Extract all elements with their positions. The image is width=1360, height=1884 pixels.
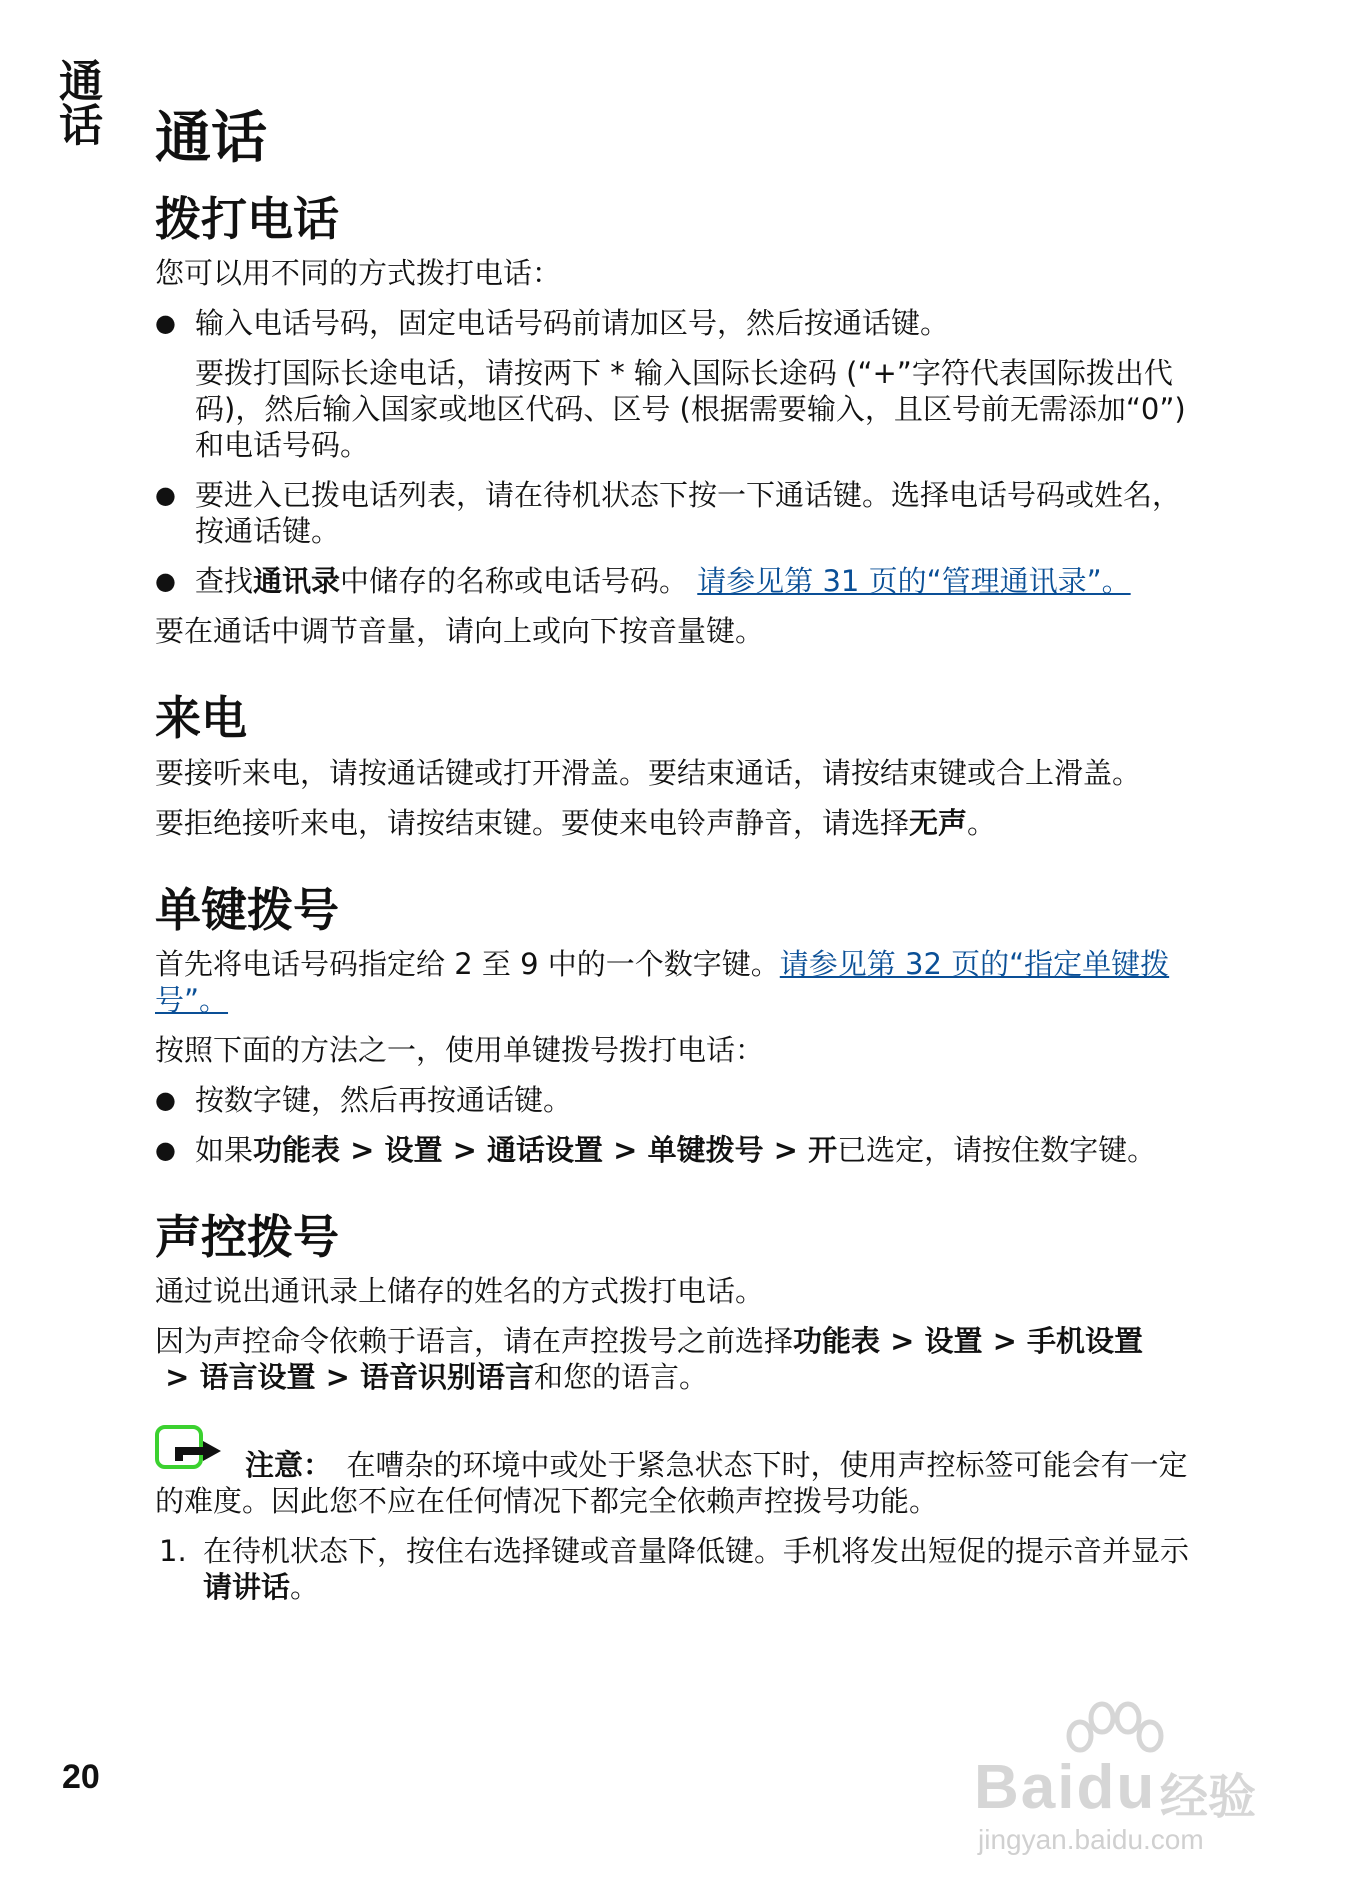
watermark-url: jingyan.baidu.com: [978, 1824, 1204, 1855]
dial-international-note: 要拨打国际长途电话，请按两下 * 输入国际长途码 (“+”字符代表国际拨出代码)，然后输入国家或地区代码、区号 (根据需要输入，且区号前无需添加“0”) 和电话号码。: [195, 356, 1186, 463]
speed-p2: 按照下面的方法之一，使用单键拨号拨打电话：: [155, 1032, 765, 1067]
section-title-dial: 拨打电话: [155, 192, 339, 247]
voice-p2: 因为声控命令依赖于语言，请在声控拨号之前选择功能表 > 设置 > 手机设置 > 语言设置 > 语音识别语言和您的语言。: [155, 1323, 1144, 1394]
note-box: [155, 1423, 1195, 1519]
baidu-watermark: [960, 1700, 1290, 1860]
section-voice-dial: [155, 1210, 1195, 1605]
speed-list: [155, 1082, 1195, 1168]
section-speed-dial: [155, 883, 1195, 1168]
voice-p1: 通过说出通讯录上储存的姓名的方式拨打电话。: [155, 1273, 765, 1308]
page-number: 20: [62, 1758, 100, 1796]
section-incoming: [155, 691, 1195, 840]
note-label: 注意：: [245, 1447, 318, 1482]
list-item: ● 如果功能表 > 设置 > 通话设置 > 单键拨号 > 开已选定，请按住数字键。: [155, 1132, 1195, 1168]
watermark-cn: 经验: [1160, 1769, 1257, 1825]
page-content: [155, 105, 1195, 1647]
incoming-p2: 要拒绝接听来电，请按结束键。要使来电铃声静音，请选择无声。: [155, 805, 997, 840]
section-title-voice-dial: 声控拨号: [155, 1209, 339, 1264]
list-item: ● 按数字键，然后再按通话键。: [155, 1082, 1195, 1118]
watermark-brand: Baidu: [974, 1753, 1157, 1822]
side-tab-label: 通话: [51, 58, 102, 146]
list-item: ● 查找通讯录中储存的名称或电话号码。 请参见第 31 页的“管理通讯录”。: [155, 563, 1195, 599]
link-manage-contacts[interactable]: 请参见第 31 页的“管理通讯录”。: [697, 564, 1131, 599]
speed-p1: 首先将电话号码指定给 2 至 9 中的一个数字键。请参见第 32 页的“指定单键拨号”。: [155, 946, 1170, 1017]
menu-term: 通讯录: [253, 564, 341, 599]
list-item: ● 要进入已拨电话列表，请在待机状态下按一下通话键。选择电话号码或姓名，按通话键。: [155, 477, 1195, 549]
step-number: 1.: [159, 1533, 187, 1568]
section-title-speed-dial: 单键拨号: [155, 882, 339, 937]
dial-list-2: [155, 477, 1195, 599]
voice-steps: [155, 1533, 1195, 1605]
section-title-incoming: 来电: [155, 691, 247, 746]
list-item: ● 输入电话号码，固定电话号码前请加区号，然后按通话键。: [155, 305, 1195, 341]
link-assign-speed-dial[interactable]: 请参见第 32 页的“指定单键拨号”。: [155, 946, 1170, 1017]
dial-volume-note: 要在通话中调节音量，请向上或向下按音量键。: [155, 614, 765, 649]
chapter-title: 通话: [155, 106, 267, 171]
dial-intro: 您可以用不同的方式拨打电话：: [155, 256, 562, 291]
list-item: 1. 在待机状态下，按住右选择键或音量降低键。手机将发出短促的提示音并显示请讲话。: [159, 1533, 1190, 1604]
incoming-p1: 要接听来电，请按通话键或打开滑盖。要结束通话，请按结束键或合上滑盖。: [155, 755, 1142, 790]
section-dial: [155, 192, 1195, 649]
note-hand-icon: [155, 1435, 241, 1479]
dial-list: [155, 305, 1195, 341]
menu-term: 无声: [909, 805, 968, 840]
note-text: 在嘈杂的环境中或处于紧急状态下时，使用声控标签可能会有一定的难度。因此您不应在任何情况下都完全依赖声控拨号功能。: [155, 1447, 1188, 1518]
